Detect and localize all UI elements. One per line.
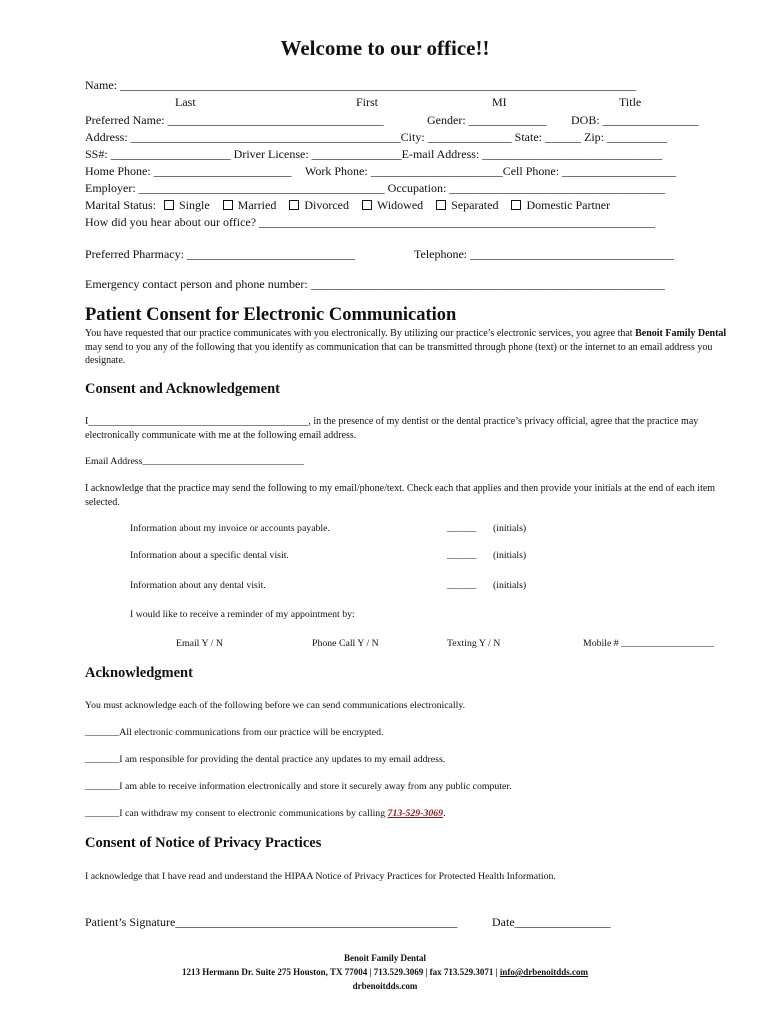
marital-option-divorced[interactable]: Divorced — [288, 198, 349, 212]
consent-item-label: Information about my invoice or accounts payable. — [130, 523, 330, 534]
name-sub-first: First — [356, 95, 379, 109]
consent-statement[interactable]: I____________________________________________, in the presence of my dentist or the dental practice’s privacy official, agree that the practice may electronically communicate with me at the following email address. — [85, 416, 699, 441]
reminder-prompt: I would like to receive a reminder of my appointment by: — [130, 609, 355, 620]
name-sub-mi: MI — [492, 95, 507, 109]
initials-blank[interactable]: ______ — [447, 580, 477, 591]
ack-item-encrypted[interactable]: _______All electronic communications from our practice will be encrypted. — [85, 727, 384, 738]
initials-label: (initials) — [493, 580, 527, 591]
initials-label: (initials) — [493, 550, 527, 561]
marital-option-separated[interactable]: Separated — [435, 198, 498, 212]
checkbox-icon[interactable] — [164, 200, 174, 210]
marital-option-married[interactable]: Married — [222, 198, 277, 212]
email-address-field[interactable]: Email Address_________________________________ — [85, 456, 305, 467]
footer-website[interactable]: drbenoitdds.com — [352, 981, 418, 991]
home-phone-field[interactable]: Home Phone: _______________________ — [85, 164, 292, 178]
date-field[interactable]: Date________________ — [492, 915, 611, 929]
privacy-acknowledgment: I acknowledge that I have read and understand the HIPAA Notice of Privacy Practices for Protected Health Information. — [85, 871, 556, 882]
consent-intro: You have requested that our practice communicates with you electronically. By utilizing our practice’s electronic services, you agree that Benoit Family Dental may send to you any of the following that you identify as communication that can be transmitted through phone (text) or the internet to an email address you designate. — [85, 328, 727, 366]
ss-license-email-line[interactable]: SS#: ____________________ Driver License: _______________E-mail Address: ______________________________ — [85, 147, 663, 161]
initials-label: (initials) — [493, 523, 527, 534]
consent-item-label: Information about any dental visit. — [130, 580, 266, 591]
ack-item-withdraw[interactable]: _______I can withdraw my consent to electronic communications by calling 713-529-3069. — [85, 808, 446, 819]
address-line[interactable]: Address: _____________________________________________City: ______________ State: ______ Zip: __________ — [85, 130, 667, 144]
checkbox-icon[interactable] — [362, 200, 372, 210]
work-cell-phone-field[interactable]: Work Phone: ______________________Cell Phone: ___________________ — [305, 164, 677, 178]
emergency-contact-field[interactable]: Emergency contact person and phone number: ___________________________________________________________ — [85, 277, 665, 291]
employer-occupation-line[interactable]: Employer: _________________________________________ Occupation: ____________________________________ — [85, 181, 666, 195]
practice-phone-link[interactable]: 713-529-3069 — [387, 808, 444, 819]
acknowledgment-intro: You must acknowledge each of the following before we can send communications electronically. — [85, 700, 466, 711]
dob-field[interactable]: DOB: ________________ — [571, 113, 699, 127]
ack-instructions: I acknowledge that the practice may send the following to my email/phone/text. Check each that applies and then provide your initials at the end of each item selected. — [85, 483, 716, 508]
privacy-heading: Consent of Notice of Privacy Practices — [85, 835, 322, 851]
pharmacy-field[interactable]: Preferred Pharmacy: ____________________________ — [85, 247, 355, 261]
mobile-number-field[interactable]: Mobile # ___________________ — [583, 638, 715, 649]
reminder-option-phone[interactable]: Phone Call Y / N — [312, 638, 379, 649]
acknowledgment-heading: Acknowledgment — [85, 665, 193, 681]
footer-practice-name: Benoit Family Dental — [344, 953, 426, 963]
reminder-option-email[interactable]: Email Y / N — [176, 638, 223, 649]
page-title: Welcome to our office!! — [280, 36, 490, 60]
name-sub-title: Title — [619, 95, 642, 109]
gender-field[interactable]: Gender: _____________ — [427, 113, 547, 127]
pharmacy-telephone-field[interactable]: Telephone: __________________________________ — [414, 247, 675, 261]
preferred-name-field[interactable]: Preferred Name: ____________________________________ — [85, 113, 384, 127]
referral-source-field[interactable]: How did you hear about our office? __________________________________________________________________ — [85, 215, 656, 229]
checkbox-icon[interactable] — [289, 200, 299, 210]
marital-status-label: Marital Status: — [85, 198, 156, 212]
ack-item-email-updates[interactable]: _______I am responsible for providing the dental practice any updates to my email address. — [85, 754, 446, 765]
marital-option-single[interactable]: Single — [163, 198, 210, 212]
checkbox-icon[interactable] — [436, 200, 446, 210]
marital-option-domestic-partner[interactable]: Domestic Partner — [510, 198, 610, 212]
checkbox-icon[interactable] — [511, 200, 521, 210]
consent-ack-heading: Consent and Acknowledgement — [85, 381, 280, 397]
checkbox-icon[interactable] — [223, 200, 233, 210]
initials-blank[interactable]: ______ — [447, 550, 477, 561]
marital-status-row — [85, 198, 619, 213]
ack-item-secure-storage[interactable]: _______I am able to receive information electronically and store it securely away from any public computer. — [85, 781, 512, 792]
practice-name: Benoit Family Dental — [635, 328, 727, 339]
name-field[interactable]: Name: ______________________________________________________________________________________ — [85, 78, 636, 92]
signature-field[interactable]: Patient’s Signature_______________________________________________ — [85, 915, 458, 929]
consent-item-label: Information about a specific dental visit. — [130, 550, 289, 561]
footer-contact: 1213 Hermann Dr. Suite 275 Houston, TX 77004 | 713.529.3069 | fax 713.529.3071 | info@drbenoitdds.com — [181, 967, 589, 977]
reminder-option-text[interactable]: Texting Y / N — [447, 638, 501, 649]
name-sub-last: Last — [175, 95, 196, 109]
footer-email-link[interactable]: info@drbenoitdds.com — [499, 967, 589, 977]
marital-option-widowed[interactable]: Widowed — [361, 198, 423, 212]
initials-blank[interactable]: ______ — [447, 523, 477, 534]
consent-heading: Patient Consent for Electronic Communication — [85, 305, 457, 325]
